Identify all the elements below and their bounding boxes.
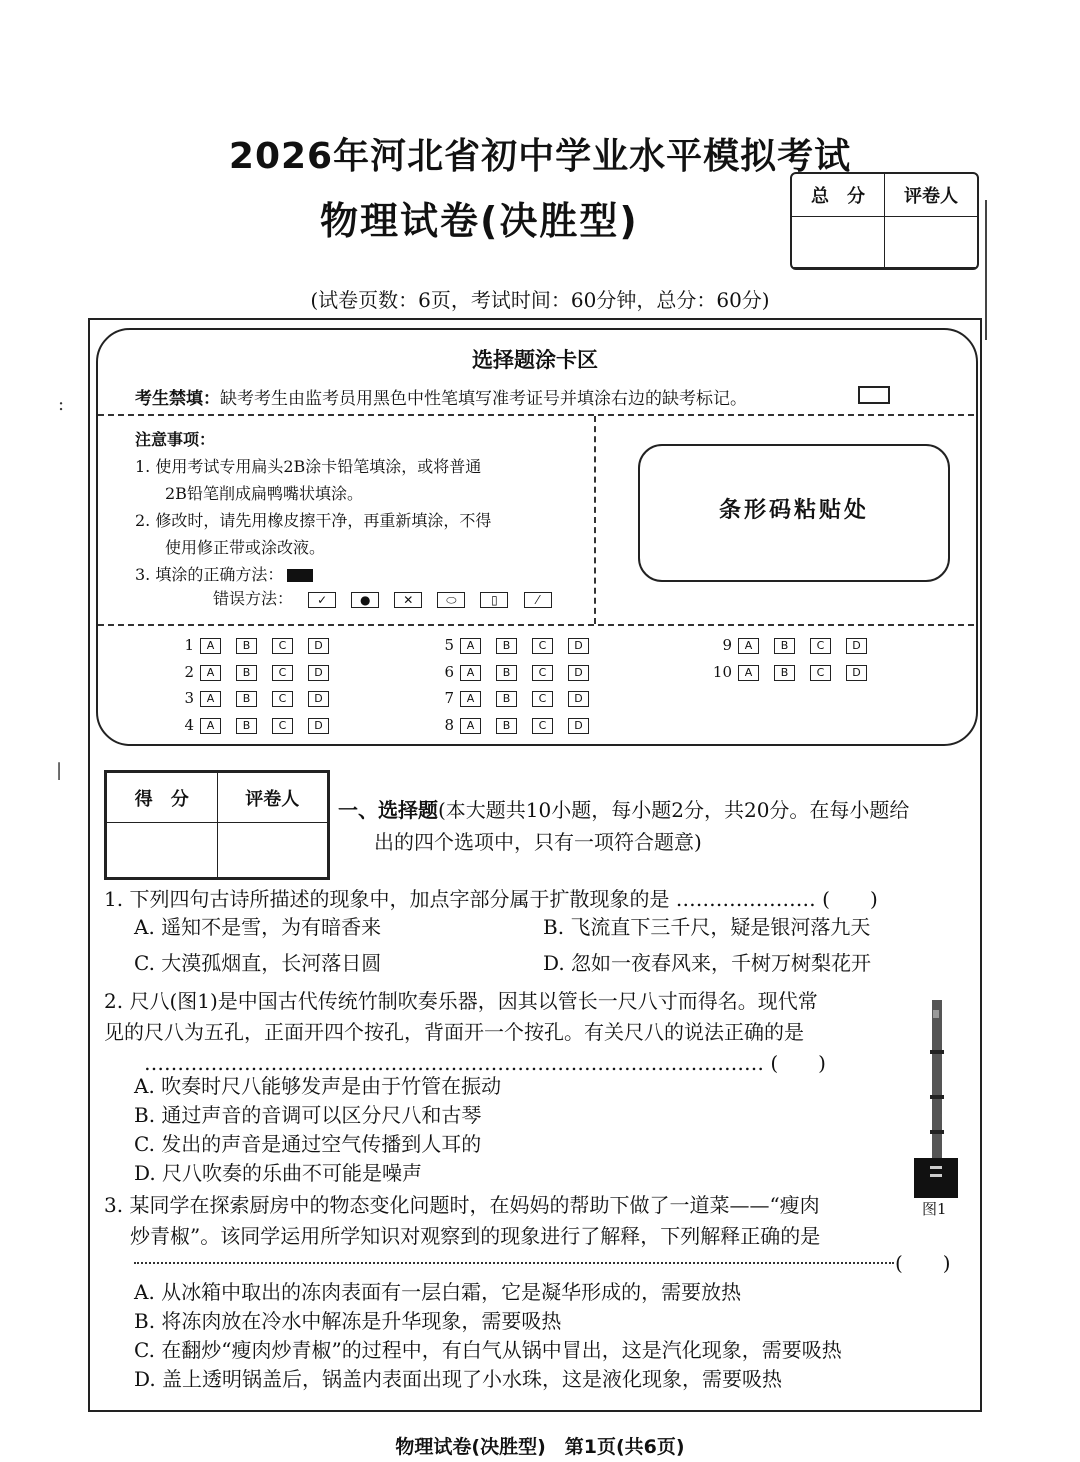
q3-option-c: C. 在翻炒“瘦肉炒青椒”的过程中，有白气从锅中冒出，这是汽化现象，需要吸热	[134, 1338, 842, 1362]
option-bubble[interactable]: B	[774, 665, 795, 681]
notes-heading: 注意事项：	[135, 430, 216, 449]
note-item: 使用修正带或涂改液。	[165, 538, 326, 557]
option-bubble[interactable]: B	[236, 718, 257, 734]
option-bubble[interactable]: B	[236, 691, 257, 707]
answer-column-2	[440, 632, 604, 738]
ellipse-fill-icon: ⬭	[437, 592, 465, 608]
option-bubble[interactable]: D	[568, 718, 589, 734]
question-1-stem: 1. 下列四句古诗所描述的现象中，加点字部分属于扩散现象的是 ………………… ( )	[104, 887, 878, 911]
q1-option-d: D. 忽如一夜春风来，千树万树梨花开	[543, 951, 872, 975]
barcode-area: 条形码粘贴处	[638, 444, 950, 582]
q2-options	[134, 1072, 501, 1188]
note-item: 2B铅笔削成扁鸭嘴状填涂。	[165, 484, 363, 503]
binding-line	[985, 200, 987, 340]
margin-mark: |	[56, 760, 63, 781]
q3-option-a: A. 从冰箱中取出的冻肉表面有一层白霜，它是凝华形成的，需要放热	[134, 1280, 742, 1304]
wrong-label: 错误方法：	[213, 589, 294, 608]
option-bubble[interactable]: C	[272, 691, 293, 707]
option-bubble[interactable]: A	[738, 638, 759, 654]
score-label: 得 分	[107, 773, 218, 823]
notice-line	[135, 384, 747, 409]
option-bubble[interactable]: D	[846, 638, 867, 654]
answer-row: 3 A B C D	[180, 685, 344, 712]
option-bubble[interactable]: A	[460, 691, 481, 707]
q2-option-c: C. 发出的声音是通过空气传播到人耳的	[134, 1132, 482, 1156]
option-bubble[interactable]: D	[308, 665, 329, 681]
grader-label: 评卷人	[885, 174, 978, 217]
option-bubble[interactable]: D	[308, 638, 329, 654]
total-score-label: 总 分	[792, 174, 885, 217]
margin-mark: :	[58, 394, 65, 415]
q2-option-b: B. 通过声音的音调可以区分尺八和古琴	[134, 1103, 482, 1127]
option-bubble[interactable]: C	[532, 718, 553, 734]
q2-option-d: D. 尺八吹奏的乐曲不可能是噪声	[134, 1161, 423, 1185]
q1-option-c: C. 大漠孤烟直，长河落日圆	[134, 951, 382, 975]
grader-label: 评卷人	[217, 773, 328, 823]
partial-fill-icon: ▯	[480, 592, 508, 608]
section-text: 出的四个选项中，只有一项符合题意)	[374, 830, 702, 854]
check-mark-icon: ✓	[308, 592, 336, 608]
wrong-methods	[213, 586, 552, 609]
notes-block	[135, 426, 585, 588]
option-bubble[interactable]: D	[308, 718, 329, 734]
option-bubble[interactable]: B	[496, 691, 517, 707]
option-bubble[interactable]: B	[236, 665, 257, 681]
option-bubble[interactable]: B	[236, 638, 257, 654]
q1-option-a: A. 遥知不是雪，为有暗香来	[134, 915, 382, 939]
answer-row: 5 A B C D	[440, 632, 604, 659]
dotted-leader	[134, 1262, 894, 1264]
answer-row: 7 A B C D	[440, 685, 604, 712]
absent-mark-box[interactable]	[858, 386, 890, 404]
correct-fill-example	[287, 569, 313, 582]
option-bubble[interactable]: A	[460, 665, 481, 681]
answer-row: 8 A B C D	[440, 712, 604, 739]
answer-row: 6 A B C D	[440, 659, 604, 686]
option-bubble[interactable]: A	[200, 691, 221, 707]
option-bubble[interactable]: C	[272, 718, 293, 734]
answer-card-title: 选择题涂卡区	[472, 348, 598, 372]
option-bubble[interactable]: A	[738, 665, 759, 681]
q1-option-b: B. 飞流直下三千尺，疑是银河落九天	[543, 915, 871, 939]
dashed-divider	[98, 624, 974, 626]
shakuhachi-figure	[912, 1000, 960, 1200]
dot-fill-icon: ●	[351, 592, 379, 608]
section-score-table	[104, 770, 330, 880]
section-text: (本大题共10小题，每小题2分，共20分。在每小题给	[438, 798, 910, 822]
answer-row: 1 A B C D	[180, 632, 344, 659]
answer-column-3	[708, 632, 882, 685]
score-cell[interactable]	[107, 823, 218, 878]
answer-row: 2 A B C D	[180, 659, 344, 686]
page-footer: 物理试卷(决胜型) 第1页(共6页)	[395, 1436, 685, 1458]
option-bubble[interactable]: A	[200, 718, 221, 734]
section-heading	[338, 794, 978, 858]
option-bubble[interactable]: D	[568, 638, 589, 654]
dashed-divider	[594, 416, 596, 624]
figure-1-caption: 图1	[922, 1200, 947, 1218]
grader-cell[interactable]	[217, 823, 328, 878]
note-item: 3. 填涂的正确方法：	[135, 561, 585, 588]
section-lead: 一、选择题	[338, 798, 438, 822]
option-bubble[interactable]: B	[496, 718, 517, 734]
option-bubble[interactable]: C	[532, 638, 553, 654]
total-score-table	[790, 172, 979, 270]
grader-cell[interactable]	[885, 217, 978, 268]
option-bubble[interactable]: D	[308, 691, 329, 707]
answer-row: 9 A B C D	[708, 632, 882, 659]
exam-subtitle: 物理试卷(决胜型)	[320, 199, 639, 243]
option-bubble[interactable]: D	[568, 665, 589, 681]
notice-label: 考生禁填：	[135, 389, 220, 409]
slash-mark-icon: ⁄	[524, 592, 552, 608]
option-bubble[interactable]: C	[810, 638, 831, 654]
question-3-stem: 3. 某同学在探索厨房中的物态变化问题时，在妈妈的帮助下做了一道菜——“瘦肉 炒青椒”。该同学运用所学知识对观察到的现象进行了解释，下列解释正确的是	[104, 1193, 821, 1248]
q3-options	[134, 1278, 842, 1394]
option-bubble[interactable]: A	[200, 638, 221, 654]
option-bubble[interactable]: B	[496, 638, 517, 654]
q3-option-d: D. 盖上透明锅盖后，锅盖内表面出现了小水珠，这是液化现象，需要吸热	[134, 1367, 783, 1391]
question-2-stem: 2. 尺八(图1)是中国古代传统竹制吹奏乐器，因其以管长一尺八寸而得名。现代常 见的尺八为五孔，正面开四个按孔，背面开一个按孔。有关尺八的说法正确的是 ………………………………………………………………………………… ( )	[104, 989, 826, 1075]
option-bubble[interactable]: A	[460, 718, 481, 734]
notice-text: 缺考考生由监考员用黑色中性笔填写准考证号并填涂右边的缺考标记。	[220, 389, 747, 409]
option-bubble[interactable]: A	[460, 638, 481, 654]
option-bubble[interactable]: C	[272, 665, 293, 681]
answer-column-1	[180, 632, 344, 738]
option-bubble[interactable]: C	[272, 638, 293, 654]
option-bubble[interactable]: D	[846, 665, 867, 681]
exam-title: 2026年河北省初中学业水平模拟考试	[228, 136, 852, 177]
option-bubble[interactable]: D	[568, 691, 589, 707]
option-bubble[interactable]: B	[774, 638, 795, 654]
option-bubble[interactable]: C	[810, 665, 831, 681]
answer-row: 10 A B C D	[708, 659, 882, 686]
option-bubble[interactable]: C	[532, 691, 553, 707]
dashed-divider	[98, 414, 974, 416]
total-score-cell[interactable]	[792, 217, 885, 268]
note-item: 1. 使用考试专用扁头2B涂卡铅笔填涂，或将普通	[135, 457, 482, 476]
q2-option-a: A. 吹奏时尺八能够发声是由于竹管在振动	[134, 1074, 502, 1098]
q3-option-b: B. 将冻肉放在冷水中解冻是升华现象，需要吸热	[134, 1309, 562, 1333]
answer-row: 4 A B C D	[180, 712, 344, 739]
option-bubble[interactable]: B	[496, 665, 517, 681]
note-item: 2. 修改时，请先用橡皮擦干净，再重新填涂，不得	[135, 511, 492, 530]
q3-answer-paren[interactable]: ( )	[895, 1251, 951, 1275]
exam-info: (试卷页数：6页，考试时间：60分钟，总分：60分)	[310, 288, 770, 312]
option-bubble[interactable]: A	[200, 665, 221, 681]
cross-mark-icon: ✕	[394, 592, 422, 608]
option-bubble[interactable]: C	[532, 665, 553, 681]
